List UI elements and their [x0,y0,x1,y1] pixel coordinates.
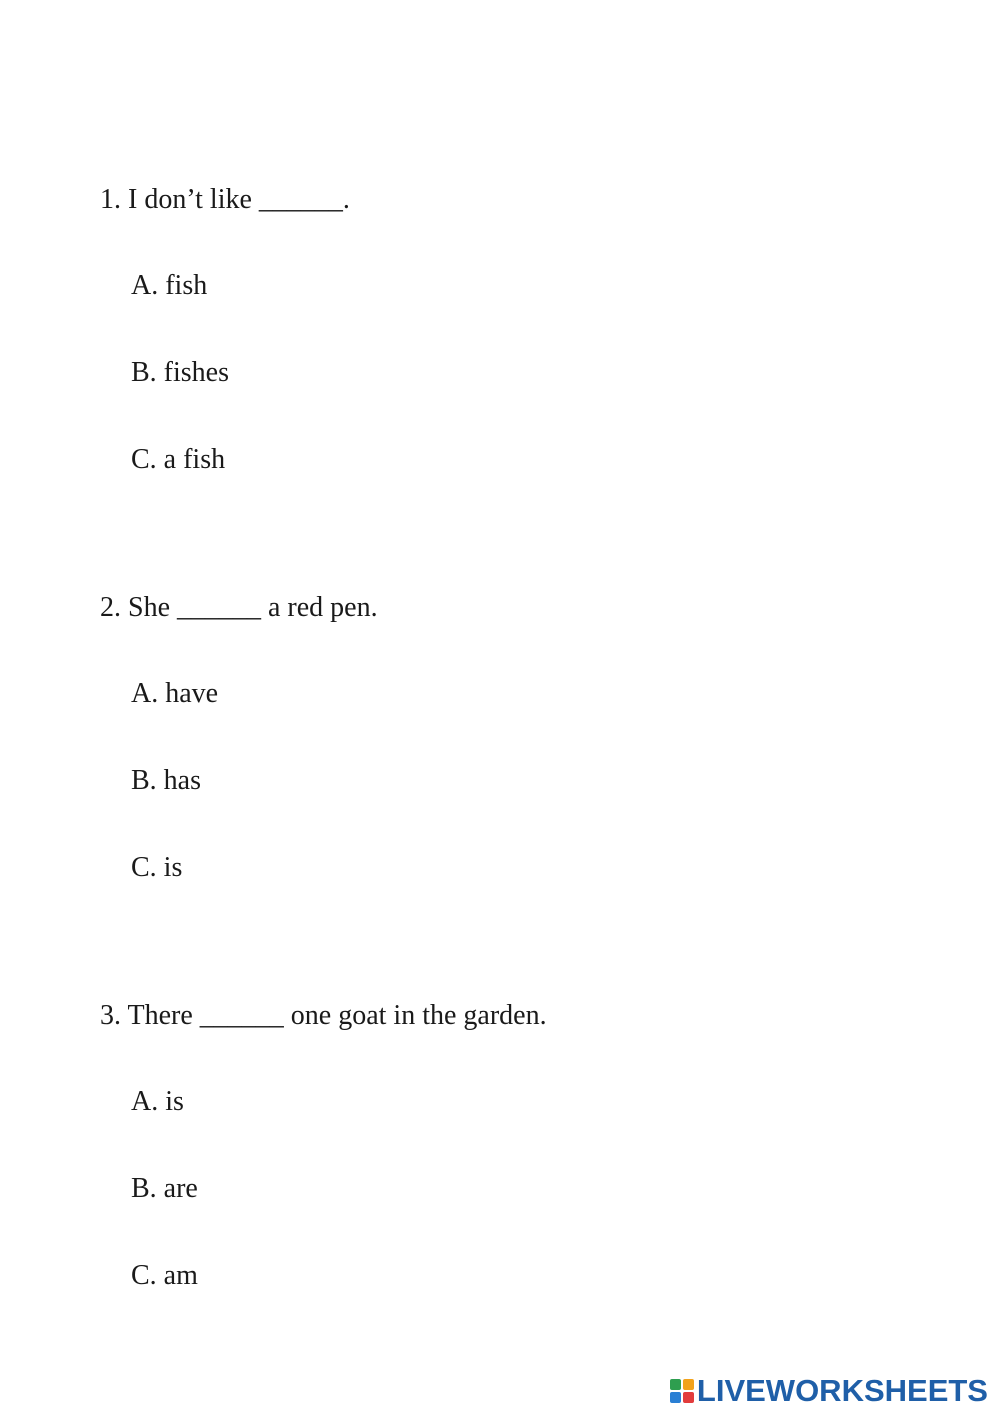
answer-option-a[interactable]: A. fish [131,270,208,301]
liveworksheets-logo-icon [670,1379,694,1403]
answer-option-c[interactable]: C. am [131,1260,198,1291]
liveworksheets-brand [670,1374,988,1408]
answer-option-b[interactable]: B. are [131,1173,198,1204]
answer-option-c[interactable]: C. is [131,852,183,883]
question-stem: 3. There ______ one goat in the garden. [100,1000,547,1031]
answer-option-a[interactable]: A. have [131,678,219,709]
logo-tile [683,1379,694,1390]
answer-option-b[interactable]: B. fishes [131,357,229,388]
question-stem: 2. She ______ a red pen. [100,592,378,623]
answer-option-b[interactable]: B. has [131,765,201,796]
question-stem: 1. I don’t like ______. [100,184,350,215]
logo-tile [683,1392,694,1403]
answer-option-a[interactable]: A. is [131,1086,184,1117]
brand-name: LIVEWORKSHEETS [696,1373,988,1408]
answer-option-c[interactable]: C. a fish [131,444,226,475]
logo-tile [670,1379,681,1390]
logo-tile [670,1392,681,1403]
